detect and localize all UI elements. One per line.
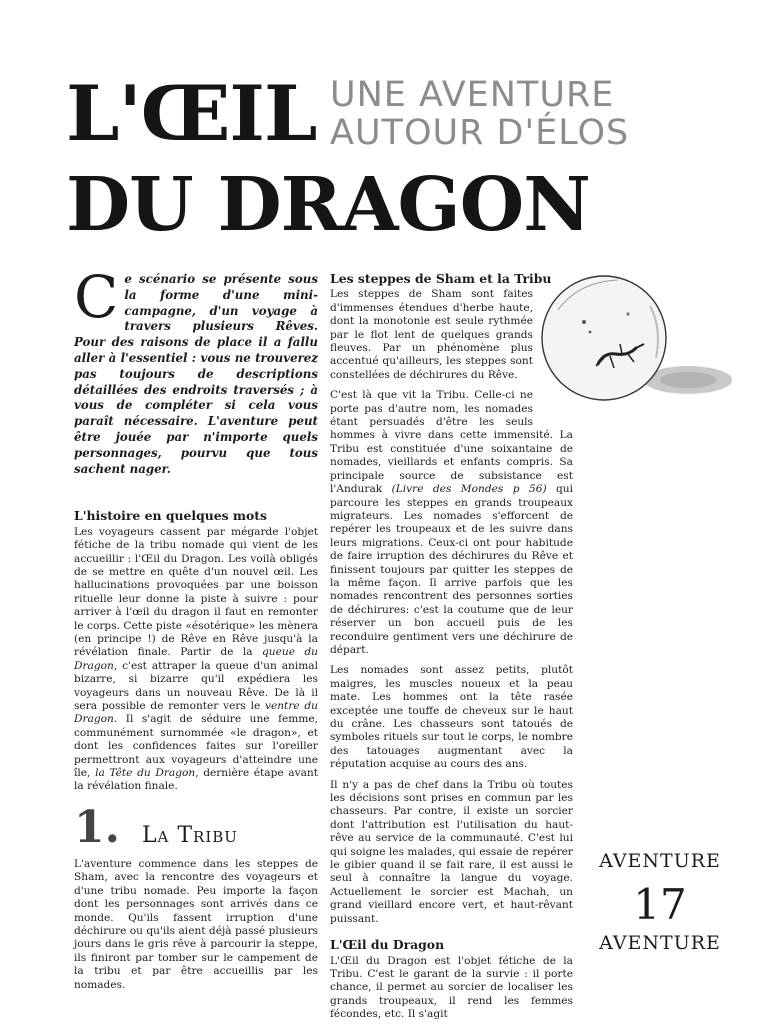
drop-cap: C <box>74 263 119 331</box>
steppes-paragraph-4: Il n'y a pas de chef dans la Tribu où toutes les décisions sont prises en commun par les chasseurs. Par contre, il existe un sorcier dont l'attribution est l'utilisation du haut-rêve au service de la communauté. C'est lui qui soigne les malades, qui essaie de repérer le gibier quand il se fait rare, il est aussi le seul à connaître la langue du voyage. Actuellement le sorcier est Machah, un grand vieillard encore vert, et haut-rêvant puissant. <box>330 778 573 925</box>
intro-text: e scénario se présente sous la forme d'une mini-campagne, d'un voyage à travers plusieurs Rêves. Pour des raisons de place il a fallu aller à l'essentiel : vous ne trouverez pas toujours de descriptions détaillées des endroits traversés ; à vous de compléter si cela vous paraît nécessaire. L'aventure peut être jouée par n'importe quels personnages, pourvu que tous sachent nager. <box>74 272 318 476</box>
chapter-number: 1. <box>74 801 120 853</box>
oeil-paragraph: L'Œil du Dragon est l'objet fétiche de la Tribu. C'est le garant de la survie : il porte chance, il permet au sorcier de localiser les grands troupeaux, il rend les femmes fécondes, etc. Il s'agit <box>330 954 573 1021</box>
steppes-paragraph-2 <box>330 389 573 657</box>
histoire-text-b: , c'est attraper la queue d'un animal bizarre, si bizarre qu'il expédiera les voyageurs dans un nouveau Rêve. De là il sera possible de remonter vers le <box>74 659 318 713</box>
steppes-paragraph-3: Les nomades sont assez petits, plutôt maigres, les muscles noueux et la peau mate. Les hommes ont la tête rasée exceptée une touffe de cheveux sur le haut du crâne. Les chasseurs sont tatoués de symboles rituels sur tout le corps, le nombre des tatouages augmentant avec la réputation acquise au cours des ans. <box>330 664 573 771</box>
aside-number: 17 <box>633 880 687 929</box>
subtitle-line-1: UNE AVENTURE <box>330 75 615 115</box>
left-column <box>74 263 318 999</box>
histoire-text-d: , dernière étape avant la révélation finale. <box>74 767 318 793</box>
histoire-italic-3: la Tête du Dragon <box>95 767 196 780</box>
steppes-text-b: qui parcoure les steppes en grands troupeaux migrateurs. Les nomades s'efforcent de repérer les troupeaux et de les suivre dans leurs migrations. Ceux-ci ont pour habitude de faire irruption des déchirures du Rêve et finissent toujours par quitter les steppes de la même façon. Il arrive parfois que les nomades rencontrent des personnes sorties de déchirures: c'est la coutume que de leur réserver un bon accueil puis de les reconduire gentiment vers une déchirure de départ. <box>330 483 574 656</box>
steppes-paragraph-1: Les steppes de Sham sont faites d'immenses étendues d'herbe haute, dont la monotonie est seule rythmée par le flot lent de quelques grands fleuves. Par un phénomène plus accentué qu'ailleurs, les steppes sont constellées de déchirures du Rêve. <box>330 288 533 381</box>
title-line-2: DU DRAGON <box>66 162 590 248</box>
crystal-sphere-lizard-icon <box>538 274 734 406</box>
histoire-italic-2: ventre du Dragon <box>74 700 318 726</box>
aside-label-top: AVENTURE <box>599 850 721 872</box>
chapter-paragraph: L'aventure commence dans les steppes de Sham, avec la rencontre des voyageurs et d'une tribu nomade. Peu importe la façon dont les personnages sont arrivés dans ce monde. Qu'ils fassent irruption d'une déchirure ou qu'ils aient déjà passé plusieurs jours dans le gris rêve à parcourir la steppe, ils finiront par tomber sur le campement de la tribu et par être accueillis par les nomades. <box>74 857 318 991</box>
right-column <box>330 272 573 1029</box>
steppes-heading: Les steppes de Sham et la Tribu <box>330 271 552 286</box>
histoire-paragraph <box>74 526 318 794</box>
title-line-1: L'ŒIL <box>66 69 317 158</box>
histoire-text-c: . Il s'agit de séduire une femme, communément surnommée «le dragon», et dont les confidences faites sur l'oreiller permettront aux voyageurs d'atteindre une île, <box>74 713 318 780</box>
subtitle-line-2: AUTOUR D'ÉLOS <box>330 113 630 153</box>
histoire-text-a: Les voyageurs cassent par mégarde l'objet fétiche de la tribu nomade qui vient de les accueillir : l'Œil du Dragon. Les voilà obligés de se mettre en quête d'un nouvel œil. Les hallucinations provoquées par une boisson rituelle leur donne la piste à suivre : pour arriver à l'œil du dragon il faut en remonter le corps. Cette piste «ésotérique» les mènera (en principe !) de Rêve en Rêve jusqu'à la révélation finale. Partir de la <box>74 525 318 659</box>
steppes-italic: (Livre des Mondes p 56) <box>391 483 547 496</box>
histoire-italic-1: queue du Dragon <box>74 646 318 672</box>
histoire-heading: L'histoire en quelques mots <box>74 508 268 524</box>
chapter-heading <box>74 801 318 853</box>
oeil-heading: L'Œil du Dragon <box>330 937 445 953</box>
aside-label-bottom: AVENTURE <box>599 932 721 954</box>
chapter-title: La Tribu <box>141 822 238 848</box>
steppes-text-a: C'est là que vit la Tribu. Celle-ci ne porte pas d'autre nom, les nomades étant persuadés d'être les seuls hommes à vivre dans cette immensité. La Tribu est constituée d'une soixantaine de nomades, vieillards et enfants compris. Sa principale source de subsistance est l'Andurak <box>330 389 573 496</box>
intro-paragraph <box>74 263 318 477</box>
